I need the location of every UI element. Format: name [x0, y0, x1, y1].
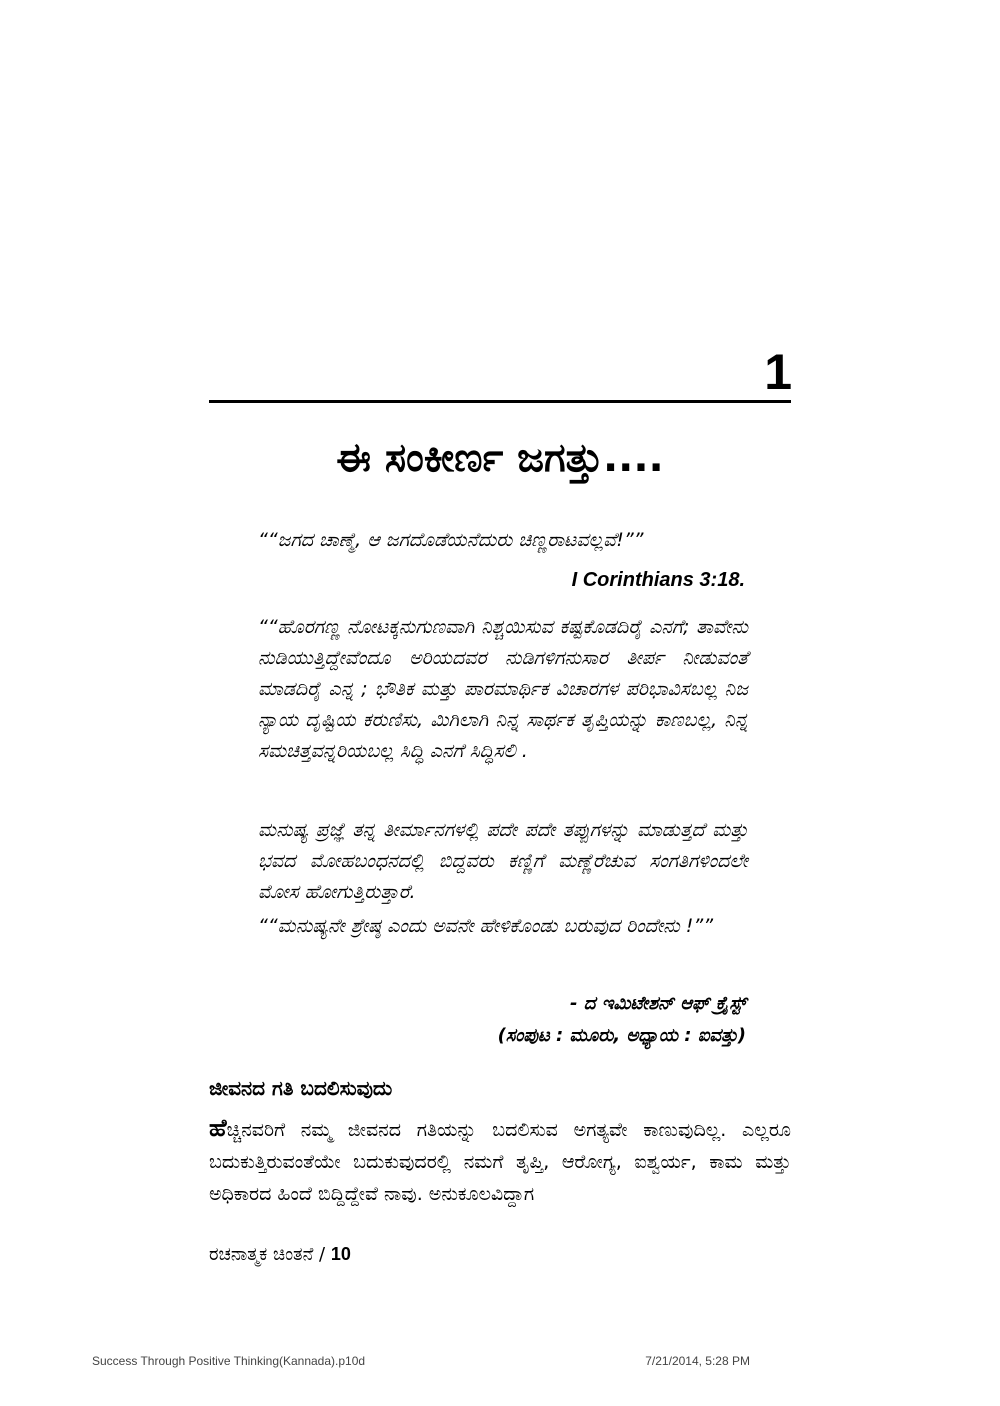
drop-cap: ಹೆ [209, 1114, 227, 1142]
epigraph-quote-3: ಮನುಷ್ಯ ಪ್ರಜ್ಞೆ ತನ್ನ ತೀರ್ಮಾನಗಳಲ್ಲಿ ಪದೇ ಪದೇ ತಪ್ಪುಗಳನ್ನು ಮಾಡುತ್ತದೆ ಮತ್ತು ಭವದ ಮೋಹಬಂಧನದಲ್ಲಿ ಬಿದ್ದವರು ಕಣ್ಣಿಗೆ ಮಣ್ಣೆರೆಚುವ ಸಂಗತಿಗಳಿಂದಲೇ ಮೋಸ ಹೋಗುತ್ತಿರುತ್ತಾರೆ. [258, 819, 748, 903]
section-heading: ಜೀವನದ ಗತಿ ಬದಲಿಸುವುದು [209, 1076, 393, 1100]
body-text: ಚ್ಚಿನವರಿಗೆ ನಮ್ಮ ಜೀವನದ ಗತಿಯನ್ನು ಬದಲಿಸುವ ಅಗತ್ಯವೇ ಕಾಣುವುದಿಲ್ಲ. ಎಲ್ಲರೂ ಬದುಕುತ್ತಿರುವಂತೆಯೇ ಬದುಕುವುದರಲ್ಲಿ ನಮಗೆ ತೃಪ್ತಿ, ಆರೋಗ್ಯ, ಐಶ್ವರ್ಯ, ಕಾಮ ಮತ್ತು ಅಧಿಕಾರದ ಹಿಂದೆ ಬಿದ್ದಿದ್ದೇವೆ ನಾವು. ಅನುಕೂಲವಿದ್ದಾಗ [209, 1119, 791, 1205]
page-number: 10 [330, 1244, 351, 1264]
chapter-title: ಈ ಸಂಕೀರ್ಣ ಜಗತ್ತು.... [336, 435, 664, 481]
epigraph-quote-1: ““ಜಗದ ಚಾಣ್ಮೆ, ಆ ಜಗದೊಡೆಯನೆದುರು ಚಿಣ್ಣರಾಟವಲ್ಲವೆ!”” [258, 529, 644, 551]
print-slug-timestamp: 7/21/2014, 5:28 PM [645, 1354, 750, 1368]
body-paragraph [209, 1112, 791, 1210]
epigraph-reference: I Corinthians 3:18. [571, 569, 745, 591]
print-slug-filename: Success Through Positive Thinking(Kannada).p10d [92, 1354, 366, 1368]
epigraph-quote-4: ““ಮನುಷ್ಯನೇ ಶ್ರೇಷ್ಠ ಎಂದು ಅವನೇ ಹೇಳಿಕೊಂಡು ಬರುವುದ ರಿಂದೇನು !”” [258, 915, 714, 937]
epigraph-volume: (ಸಂಪುಟ : ಮೂರು, ಅಧ್ಯಾಯ : ಐವತ್ತು) [497, 1025, 746, 1046]
epigraph-attribution: - ದ ಇಮಿಟೇಶನ್ ಆಫ್ ಕ್ರೈಸ್ಟ್ [569, 993, 746, 1014]
page-footer [209, 1241, 351, 1268]
epigraph-quote-2: ““ಹೊರಗಣ್ಣ ನೋಟಕ್ಕನುಗುಣವಾಗಿ ನಿಶ್ಚಯಿಸುವ ಕಷ್ಟಕೊಡದಿರೈ ಎನಗೆ; ತಾವೇನು ನುಡಿಯುತ್ತಿದ್ದೇವೆಂದೂ ಅರಿಯದವರ ನುಡಿಗಳಿಗನುಸಾರ ತೀರ್ಪ ನೀಡುವಂತೆ ಮಾಡದಿರೈ ಎನ್ನ ; ಭೌತಿಕ ಮತ್ತು ಪಾರಮಾರ್ಥಿಕ ವಿಚಾರಗಳ ಪರಿಭಾವಿಸಬಲ್ಲ ನಿಜ ನ್ಯಾಯ ದೃಷ್ಟಿಯ ಕರುಣಿಸು, ಮಿಗಿಲಾಗಿ ನಿನ್ನ ಸಾರ್ಥಕ ತೃಪ್ತಿಯನ್ನು ಕಾಣಬಲ್ಲ, ನಿನ್ನ ಸಮಚಿತ್ತವನ್ನರಿಯಬಲ್ಲ ಸಿದ್ಧಿ ಎನಗೆ ಸಿದ್ಧಿಸಲಿ . [258, 616, 748, 762]
footer-book-title: ರಚನಾತ್ಮಕ ಚಿಂತನೆ / [209, 1244, 326, 1265]
chapter-divider [209, 400, 791, 403]
chapter-number: 1 [764, 344, 792, 400]
